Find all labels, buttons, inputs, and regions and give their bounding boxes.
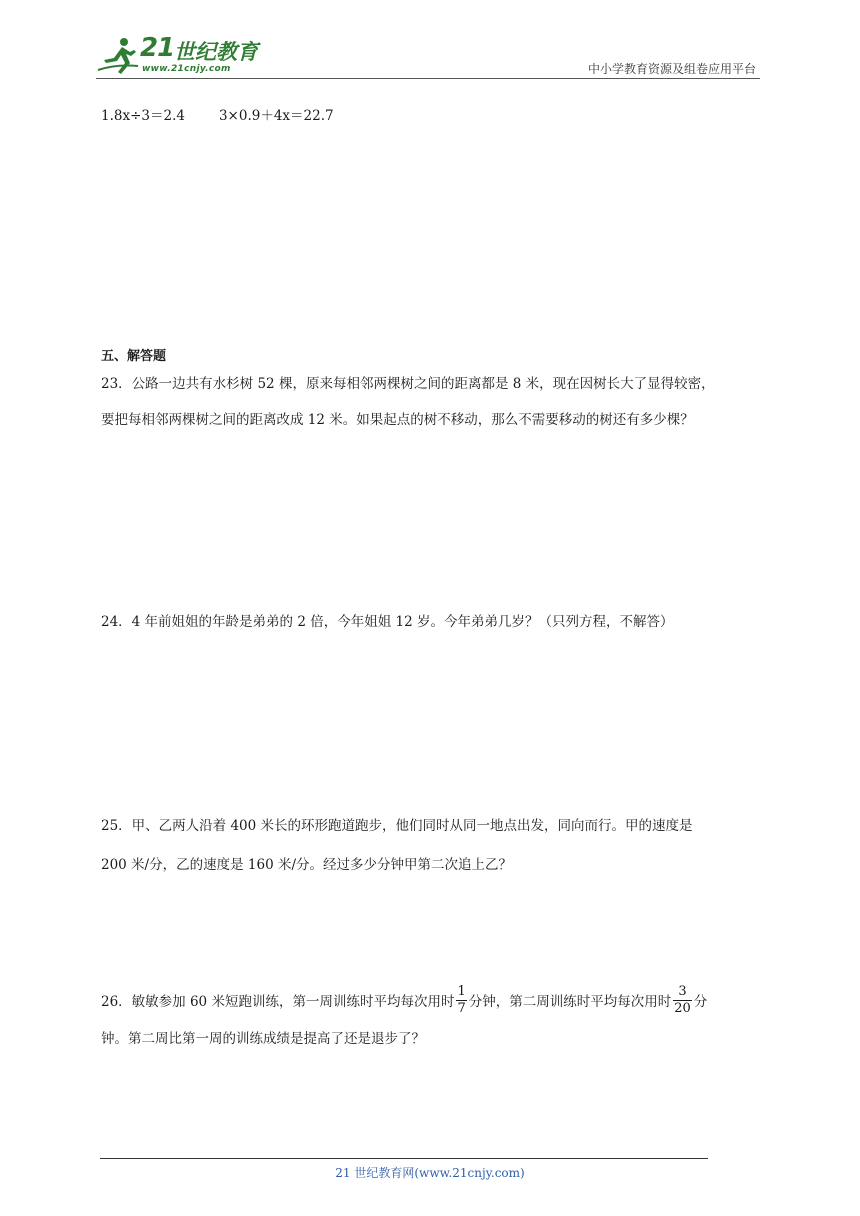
site-logo: [96, 34, 266, 78]
fraction-2-numerator: 3: [678, 984, 687, 999]
question-26-text-1: 26．敏敏参加 60 米短跑训练，第一周训练时平均每次用时: [101, 994, 455, 1010]
footer-divider: [100, 1158, 708, 1159]
question-23-line-1: 23．公路一边共有水杉树 52 棵，原来每相邻两棵树之间的距离都是 8 米，现在因树长大了显得较密，: [101, 376, 715, 392]
question-26-text-3: 分: [693, 994, 708, 1010]
fraction-one-seventh: [456, 984, 466, 1017]
question-25-line-2: 200 米/分，乙的速度是 160 米/分。经过多少分钟甲第二次追上乙？: [101, 857, 513, 873]
header-divider: [96, 78, 760, 79]
fraction-three-twentieths: [673, 984, 692, 1017]
section-title: 五、解答题: [101, 349, 167, 364]
page-header: [96, 34, 760, 78]
platform-text: 中小学教育资源及组卷应用平台: [587, 62, 756, 76]
equations-row: [101, 106, 334, 126]
question-25-line-1: 25．甲、乙两人沿着 400 米长的环形跑道跑步，他们同时从同一地点出发，同向而行。甲的速度是: [101, 818, 693, 834]
runner-logo-icon: [96, 36, 140, 76]
question-26-line-1: [101, 986, 707, 1019]
logo-name: 世纪教育: [174, 40, 258, 64]
logo-url: www.21cnjy.com: [142, 64, 231, 74]
equation-2: 3×0.9＋4x＝22.7: [218, 108, 334, 124]
question-24: 24．4 年前姐姐的年龄是弟弟的 2 倍，今年姐姐 12 岁。今年弟弟几岁？（只列方程，不解答）: [101, 614, 674, 630]
question-26-line-2: 钟。第二周比第一周的训练成绩是提高了还是退步了？: [101, 1031, 425, 1047]
fraction-2-denominator: 20: [674, 1001, 691, 1016]
question-23-line-2: 要把每相邻两棵树之间的距离改成 12 米。如果起点的树不移动，那么不需要移动的树还有多少棵？: [101, 412, 694, 428]
question-26-text-2: 分钟，第二周训练时平均每次用时: [468, 994, 672, 1010]
fraction-1-denominator: 7: [457, 1001, 466, 1016]
fraction-1-numerator: 1: [457, 984, 466, 999]
logo-number: 21: [140, 33, 175, 63]
equation-1: 1.8x÷3＝2.4: [101, 108, 185, 124]
footer-text: 21 世纪教育网(www.21cnjy.com): [335, 1166, 525, 1180]
